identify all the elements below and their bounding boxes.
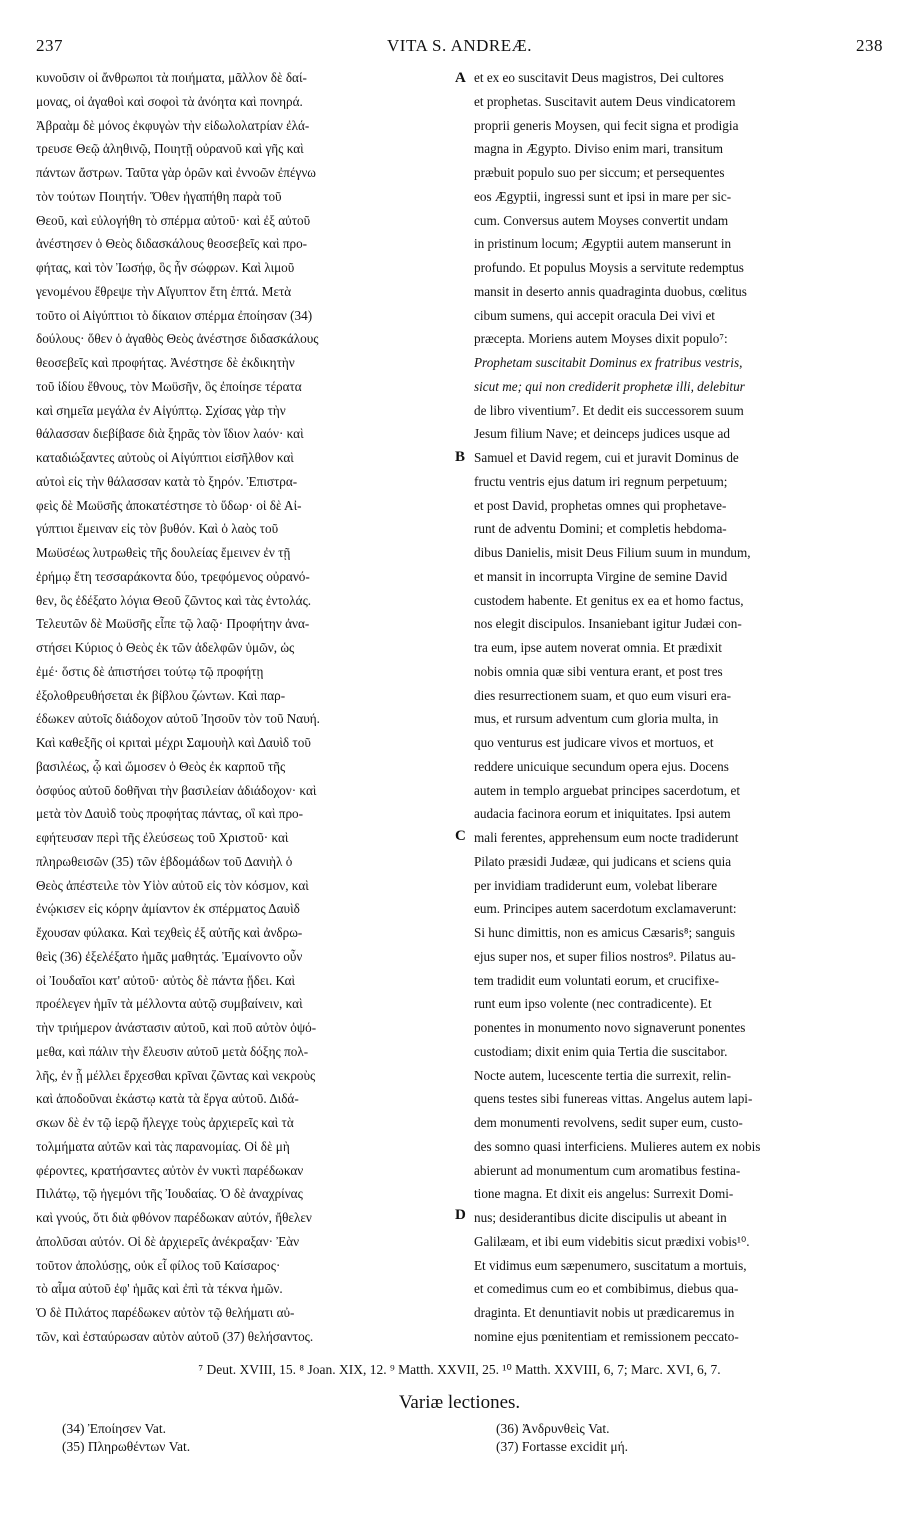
- latin-text-line: tra eum, ipse autem noverat omnia. Et prædixit: [474, 640, 722, 655]
- latin-text-line: et prophetas. Suscitavit autem Deus vindicatorem: [474, 93, 736, 109]
- greek-text-line: Θεοῦ, καὶ εὐλογήθη τὸ σπέρμα αὐτοῦ· καὶ ἐξ αὐτοῦ: [36, 212, 311, 228]
- margin-letter-d: D: [455, 1207, 466, 1223]
- greek-text-line: καταδιώξαντες αὐτοὺς οἱ Αἰγύπτιοι εἰσῆλθον καὶ: [36, 450, 294, 465]
- latin-text-line: eum. Principes autem sacerdotum exclamaverunt:: [474, 901, 737, 917]
- latin-text-line: Nocte autem, lucescente tertia die surrexit, relin-: [474, 1067, 732, 1083]
- latin-text-line: reddere unicuique secundum opera ejus. Docens: [474, 758, 729, 774]
- latin-text-line: et mansit in incorrupta Virgine de semine David: [474, 568, 728, 584]
- margin-letter-a: A: [455, 70, 466, 86]
- latin-text-line: tem tradidit eum voluntati eorum, et crucifixe-: [474, 972, 719, 988]
- greek-text-line: φεὶς δὲ Μωϋσῆς ἀποκατέστησε τὸ ὕδωρ· οἱ δὲ Αἰ-: [36, 497, 302, 513]
- latin-text-line: mansit in deserto annis quadraginta duobus, cœlitus: [474, 283, 747, 299]
- greek-text-line: ἀπολῦσαι αὐτόν. Οἱ δὲ ἀρχιερεῖς ἀνέκραξαν· Ἐὰν: [36, 1233, 300, 1249]
- greek-text-line: πληρωθεισῶν (35) τῶν ἑβδομάδων τοῦ Δανιὴλ ὁ: [36, 853, 293, 869]
- scripture-references: ⁷ Deut. XVIII, 15. ⁸ Joan. XIX, 12. ⁹ Matth. XXVII, 25. ¹⁰ Matth. XXVIII, 6, 7; Marc. XVI, 6, 7.: [198, 1362, 721, 1377]
- greek-text-line: δούλους· ὅθεν ὁ ἀγαθὸς Θεὸς ἀνέστησε διδασκάλους: [36, 331, 319, 347]
- greek-text-line: ἐμέ· ὅστις δὲ ἀπιστήσει τούτῳ τῷ προφήτῃ: [36, 663, 264, 679]
- greek-text-line: λῆς, ἐν ᾗ μέλλει ἔρχεσθαι κρῖναι ζῶντας καὶ νεκροὺς: [36, 1067, 316, 1083]
- greek-text-line: σκων δὲ ἐν τῷ ἱερῷ ἤλεγχε τοὺς ἀρχιερεῖς καὶ τὰ: [36, 1115, 294, 1130]
- latin-text-line: fructu ventris ejus datum iri regnum perpetuum;: [474, 473, 728, 489]
- latin-text-line: Jesum filium Nave; et deinceps judices usque ad: [474, 426, 730, 442]
- greek-text-line: τοῦτον ἀπολύσῃς, οὐκ εἶ φίλος τοῦ Καίσαρος·: [36, 1257, 281, 1273]
- latin-text-line: quo venturus est judicare vivos et mortuos, et: [474, 735, 714, 750]
- latin-text-line: Pilato præsidi Judææ, qui judicans et sciens quia: [474, 853, 732, 869]
- greek-text-line: τολμήματα αὐτῶν καὶ τὰς παρανομίας. Οἱ δὲ μὴ: [36, 1138, 290, 1154]
- greek-text-line: Ἀβραὰμ δὲ μόνος ἐκφυγὼν τὴν εἰδωλολατρίαν ἐλά-: [36, 117, 310, 133]
- latin-text-line: mali ferentes, apprehensum eum nocte tradiderunt: [474, 830, 739, 845]
- variant-reading: (35) Πληρωθέντων Vat.: [62, 1439, 191, 1454]
- variant-reading: (34) Ἐποίησεν Vat.: [62, 1421, 167, 1436]
- greek-text-line: στήσει Κύριος ὁ Θεὸς ἐκ τῶν ἀδελφῶν ὑμῶν, ὡς: [36, 640, 295, 655]
- latin-text-line: nomine ejus pœnitentiam et remissionem peccato-: [474, 1328, 739, 1344]
- variae-right-column: [496, 1420, 876, 1456]
- greek-text-line: θεὶς (36) ἐξελέξατο ἡμᾶς μαθητάς. Ἐμαίνοντο οὖν: [36, 948, 303, 964]
- latin-text-line: ejus super nos, et super filios nostros⁹. Pilatus au-: [474, 948, 736, 964]
- greek-text-line: Θεὸς ἀπέστειλε τὸν Υἱὸν αὐτοῦ εἰς τὸν κόσμον, καὶ: [36, 877, 309, 893]
- greek-text-line: καὶ γνούς, ὅτι διὰ φθόνον παρέδωκαν αὐτόν, ἤθελεν: [36, 1210, 312, 1225]
- latin-text-line: magna in Ægypto. Diviso enim mari, transitum: [474, 141, 724, 157]
- greek-column: [36, 66, 454, 1349]
- greek-text-line: τὸν τούτων Ποιητήν. Ὅθεν ἠγαπήθη παρὰ τοῦ: [36, 188, 282, 204]
- greek-text-line: τοῦτο οἱ Αἰγύπτιοι τὸ δίκαιον σπέρμα ἐποίησαν (34): [36, 307, 313, 323]
- greek-text-line: εφήτευσαν περὶ τῆς ἐλεύσεως τοῦ Χριστοῦ· καὶ: [36, 830, 289, 845]
- greek-text-line: πάντων ἄστρων. Ταῦτα γὰρ ὁρῶν καὶ ἐννοῶν ἐπέγνω: [36, 165, 316, 180]
- latin-text-line: draginta. Et denuntiavit nobis ut prædicaremus in: [474, 1305, 735, 1320]
- column-number: 238: [856, 36, 883, 55]
- latin-text-line: nobis omnia quæ sibi ventura erant, et post tres: [474, 663, 723, 679]
- latin-text-line: præcepta. Moriens autem Moyses dixit populo⁷:: [474, 331, 728, 347]
- greek-text-line: καὶ σημεῖα μεγάλα ἐν Αἰγύπτῳ. Σχίσας γὰρ τὴν: [36, 402, 286, 418]
- latin-text-line: audacia facinora eorum et iniquitates. Ipsi autem: [474, 806, 731, 822]
- latin-text-line: runt de adventu Domini; et completis hebdoma-: [474, 521, 727, 537]
- latin-text-line: Samuel et David regem, cui et juravit Dominus de: [474, 450, 739, 465]
- latin-text-line: abierunt ad monumentum cum aromatibus festina-: [474, 1162, 741, 1178]
- greek-text-line: κυνοῦσιν οἱ ἄνθρωποι τὰ ποιήματα, μᾶλλον δὲ δαί-: [36, 70, 307, 85]
- latin-text-line: des somno quasi interficiens. Mulieres autem ex nobis: [474, 1138, 761, 1154]
- greek-text-line: φήτας, καὶ τὸν Ἰωσήφ, ὃς ἦν σώφρων. Καὶ λιμοῦ: [36, 260, 295, 275]
- greek-text-line: ἐρήμῳ ἔτη τεσσαράκοντα δύο, τρεφόμενος οὐρανό-: [36, 568, 310, 584]
- latin-text-line: in pristinum locum; Ægyptii autem manserunt in: [474, 236, 732, 252]
- latin-text-line: proprii generis Moysen, qui fecit signa et prodigia: [474, 117, 739, 133]
- greek-text-line: Πιλάτῳ, τῷ ἡγεμόνι τῆς Ἰουδαίας. Ὁ δὲ ἀναχρίνας: [36, 1186, 303, 1202]
- margin-letter-c: C: [455, 828, 466, 844]
- latin-text-line: tione magna. Et dixit eis angelus: Surrexit Domi-: [474, 1186, 734, 1202]
- greek-text-line: Τελευτῶν δὲ Μωϋσῆς εἶπε τῷ λαῷ· Προφήτην ἀνα-: [36, 616, 310, 632]
- greek-text-line: μεθα, καὶ πάλιν τὴν ἔλευσιν αὐτοῦ μετὰ δόξης πολ-: [36, 1043, 309, 1059]
- variae-left-column: [62, 1420, 442, 1456]
- latin-text-line: per invidiam tradiderunt eum, volebat liberare: [474, 877, 718, 893]
- greek-text-line: βασιλέως, ᾧ καὶ ὤμοσεν ὁ Θεὸς ἐκ καρποῦ τῆς: [36, 758, 286, 774]
- greek-text-line: ἐξολοθρευθήσεται ἐκ βίβλου ζώντων. Καὶ παρ-: [36, 687, 286, 703]
- greek-text-line: τῶν, καὶ ἐσταύρωσαν αὐτὸν αὐτοῦ (37) θελήσαντος.: [36, 1328, 314, 1344]
- latin-text-line: dies resurrectionem suam, et quo eum visuri era-: [474, 687, 732, 703]
- greek-text-line: θάλασσαν διεβίβασε διὰ ξηρᾶς τὸν ἴδιον λαόν· καὶ: [36, 426, 304, 442]
- latin-text-line: Et vidimus eum sæpenumero, suscitatum a mortuis,: [474, 1257, 747, 1273]
- greek-text-line: Καὶ καθεξῆς οἱ κριταὶ μέχρι Σαμουὴλ καὶ Δαυὶδ τοῦ: [36, 735, 311, 750]
- latin-text-line: custodiam; dixit enim quia Tertia die suscitabor.: [474, 1043, 728, 1059]
- greek-text-line: έδωκεν αὐτοῖς διάδοχον αὐτοῦ Ἰησοῦν τὸν τοῦ Ναυή.: [36, 711, 320, 727]
- greek-text-line: φέροντες, κρατήσαντες αὐτὸν ἐν νυκτὶ παρέδωκαν: [36, 1162, 304, 1178]
- latin-column: [474, 66, 882, 1349]
- variae-lectiones-title: Variæ lectiones.: [398, 1392, 521, 1413]
- latin-text-line: cum. Conversus autem Moyses convertit undam: [474, 212, 729, 228]
- latin-text-line: custodem habente. Et genitus ex ea et homo factus,: [474, 592, 744, 608]
- greek-text-line: θεν, ὃς ἐδέξατο λόγια Θεοῦ ζῶντος καὶ τὰς ἐντολάς.: [36, 592, 312, 608]
- greek-text-line: θεοσεβεῖς καὶ προφήτας. Ἀνέστησε δὲ ἐκδικητὴν: [36, 355, 295, 370]
- greek-text-line: ὀσφύος αὐτοῦ δοθῆναι τὴν βασιλείαν ἀδιάδοχον· καὶ: [36, 782, 317, 798]
- greek-text-line: καὶ ἀποδοῦναι ἑκάστῳ κατὰ τὰ ἔργα αὐτοῦ. Διδά-: [36, 1091, 299, 1107]
- latin-text-line: quens testes sibi funereas vittas. Angelus autem lapi-: [474, 1091, 753, 1107]
- latin-text-line: et ex eo suscitavit Deus magistros, Dei cultores: [474, 70, 724, 85]
- greek-text-line: ἀνέστησεν ὁ Θεὸς διδασκάλους θεοσεβεῖς καὶ προ-: [36, 236, 308, 252]
- latin-text-line: ponentes in monumento novo signaverunt ponentes: [474, 1020, 746, 1035]
- greek-text-line: προέλεγεν ἡμῖν τὰ μέλλοντα αὐτῷ συμβαίνειν, καὶ: [36, 996, 303, 1012]
- margin-letter-b: B: [455, 449, 466, 465]
- latin-text-line: sicut me; qui non crediderit prophetæ illi, delebitur: [474, 378, 745, 394]
- variant-reading: (36) Ἀνδρυνθεὶς Vat.: [496, 1421, 610, 1436]
- greek-text-line: ἐνῴκισεν εἰς κόρην ἀμίαντον ἐκ σπέρματος Δαυὶδ: [36, 901, 300, 917]
- latin-text-line: de libro viventium⁷. Et dedit eis successorem suum: [474, 402, 744, 418]
- latin-text-line: nos elegit discipulos. Insaniebant igitur Judæi con-: [474, 616, 742, 632]
- greek-text-line: Ὁ δὲ Πιλάτος παρέδωκεν αὐτὸν τῷ θελήματι αὐ-: [36, 1305, 295, 1320]
- latin-text-line: mus, et rursum adventum cum gloria multa, in: [474, 711, 719, 727]
- latin-text-line: dem monumenti revolvens, sedit super eum, custo-: [474, 1115, 743, 1130]
- latin-text-line: nus; desiderantibus dicite discipulis ut abeant in: [474, 1210, 727, 1225]
- latin-text-line: et comedimus cum eo et combibimus, diebus qua-: [474, 1281, 739, 1297]
- latin-text-line: Si hunc dimittis, non es amicus Cæsaris⁸; sanguis: [474, 925, 736, 940]
- latin-text-line: eos Ægyptii, ingressi sunt et ipsi in mare per sic-: [474, 188, 732, 204]
- greek-text-line: μονας, οἱ ἀγαθοὶ καὶ σοφοὶ τὰ ἀνόητα καὶ πονηρά.: [36, 93, 303, 109]
- greek-text-line: τοῦ ἰδίου ἔθνους, τὸν Μωϋσῆν, ὃς ἐποίησε τέρατα: [36, 378, 302, 394]
- greek-text-line: Μωϋσέως λυτρωθεὶς τῆς δουλείας ἔμεινεν ἐν τῇ: [36, 545, 291, 560]
- greek-text-line: οἱ Ἰουδαῖοι κατ' αὐτοῦ· αὐτὸς δὲ πάντα ᾔδει. Καὶ: [36, 972, 296, 988]
- latin-text-line: profundo. Et populus Moysis a servitute redemptus: [474, 260, 744, 275]
- running-title: VITA S. ANDREÆ.: [387, 36, 532, 55]
- latin-text-line: runt eum ipso volente (nec contradicente). Et: [474, 996, 712, 1012]
- greek-text-line: ἔχουσαν φύλακα. Καὶ τεχθεὶς ἐξ αὐτῆς καὶ ἀνδρω-: [36, 925, 303, 940]
- latin-text-line: præbuit populo suo per siccum; et persequentes: [474, 165, 725, 180]
- variant-reading: (37) Fortasse excidit μή.: [496, 1439, 629, 1454]
- running-header: [36, 36, 883, 60]
- latin-text-line: Galilæam, et ibi eum videbitis sicut prædixi vobis¹⁰.: [474, 1233, 750, 1249]
- latin-text-line: cibum sumens, qui accepit oracula Dei vivi et: [474, 307, 715, 323]
- greek-text-line: γύπτιοι ἔμειναν εἰς τὸν βυθόν. Καὶ ὁ λαὸς τοῦ: [36, 521, 279, 537]
- latin-text-line: dibus Danielis, misit Deus Filium suum in mundum,: [474, 545, 751, 560]
- latin-text-line: autem in templo arguebat principes sacerdotum, et: [474, 782, 740, 798]
- greek-text-line: αὐτοὶ εἰς τὴν θάλασσαν κατὰ τὸ ξηρόν. Ἐπιστρα-: [36, 473, 298, 489]
- latin-text-line: Prophetam suscitabit Dominus ex fratribus vestris,: [474, 355, 743, 370]
- page-number: 237: [36, 36, 63, 55]
- greek-text-line: γενομένου ἔθρεψε τὴν Αἴγυπτον ἔτη ἑπτά. Μετὰ: [36, 283, 292, 299]
- greek-text-line: τὴν τριήμερον ἀνάστασιν αὐτοῦ, καὶ ποῦ αὐτὸν ὀψό-: [36, 1020, 317, 1035]
- greek-text-line: τὸ αἷμα αὐτοῦ ἐφ' ἡμᾶς καὶ ἐπὶ τὰ τέκνα ἡμῶν.: [36, 1281, 283, 1297]
- latin-text-line: et post David, prophetas omnes qui prophetave-: [474, 497, 727, 513]
- greek-text-line: μετὰ τὸν Δαυὶδ τοὺς προφήτας πάντας, οἳ καὶ προ-: [36, 806, 304, 822]
- greek-text-line: τρευσε Θεῷ ἀληθινῷ, Ποιητῇ οὐρανοῦ καὶ γῆς καὶ: [36, 141, 304, 157]
